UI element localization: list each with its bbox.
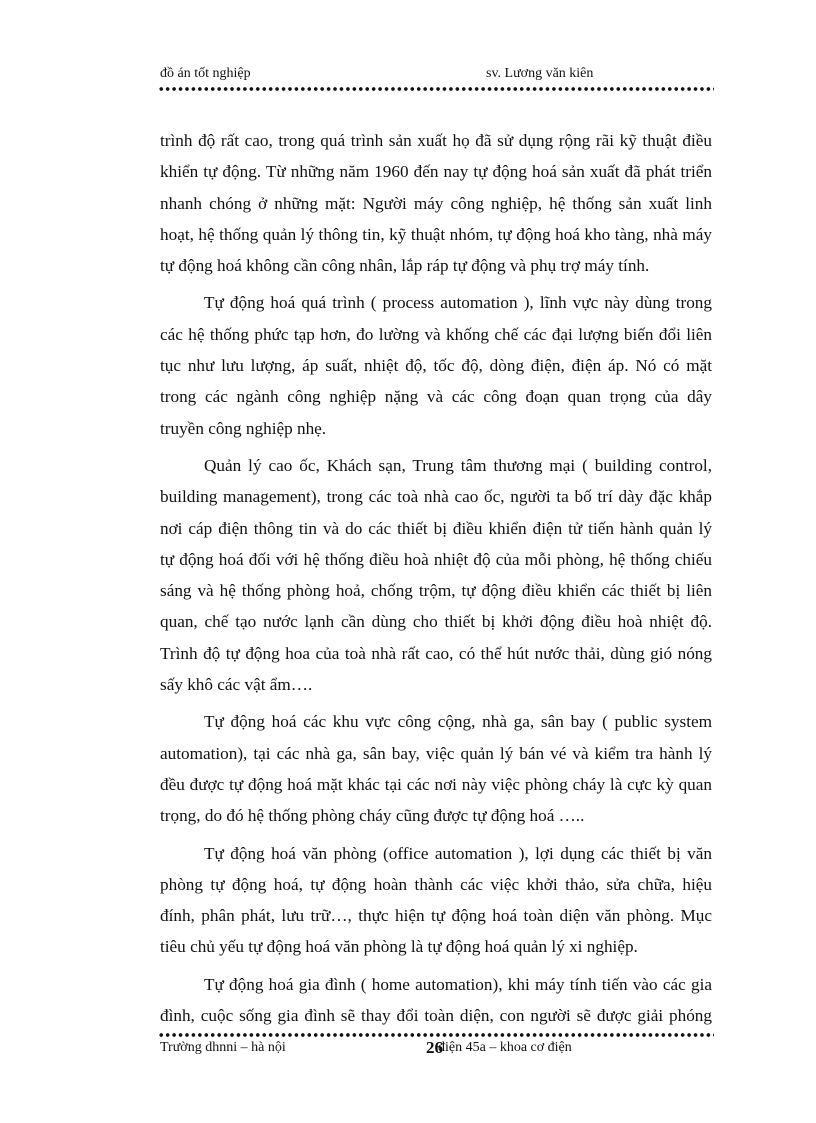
text-line: tiêu chủ yếu tự động hoá văn phòng là tự động hoá quản lý xi nghiệp. (160, 937, 638, 957)
header-right: sv. Lương văn kiên (486, 66, 594, 81)
text-line: sáng và hệ thống phòng hoả, chống trộm, tự động điều khiển các thiết bị liên (160, 581, 712, 601)
paragraph (160, 128, 712, 284)
text-line: nơi cáp điện thông tin và do các thiết bị điều khiển điện tử tiến hành quản lý (160, 518, 712, 538)
text-line: truyền công nghiệp nhẹ. (160, 418, 327, 438)
text-line: đính, phân phát, lưu trữ…, thực hiện tự động hoá toàn diện văn phòng. Mục (160, 906, 712, 926)
text-line: hoạt, hệ thống quản lý thông tin, kỹ thuật nhóm, tự động hoá kho tàng, nhà máy (160, 224, 712, 244)
text-line: tự động hoá đối với hệ thống điều hoà nhiệt độ của mỗi phòng, hệ thống chiếu (160, 549, 712, 569)
text-line: đều được tự động hoá mặt khác tại các nơi này việc phòng cháy là cực kỳ quan (160, 774, 712, 794)
text-line: sấy khô các vật ẩm…. (160, 675, 313, 695)
text-line: automation), tại các nhà ga, sân bay, việc quản lý bán vé và kiểm tra hành lý (160, 743, 712, 763)
text-line: trình độ rất cao, trong quá trình sản xuất họ đã sử dụng rộng rãi kỹ thuật điều (160, 131, 712, 150)
header-left: đồ án tốt nghiệp (160, 66, 251, 81)
text-line: Tự động hoá các khu vực công cộng, nhà ga, sân bay ( public system (204, 712, 712, 732)
text-line: quan, chế tạo nước lạnh cần dùng cho thiết bị khởi động điều hoà nhiệt độ. (160, 612, 712, 632)
footer-left: Trường dhnni – hà nội (160, 1040, 286, 1055)
text-line: các hệ thống phức tạp hơn, đo lường và khống chế các đại lượng biến đổi liên (160, 324, 712, 344)
text-line: Tự động hoá quá trình ( process automation ), lĩnh vực này dùng trong (204, 293, 712, 313)
text-line: Tự động hoá văn phòng (office automation ), lợi dụng các thiết bị văn (204, 843, 712, 863)
text-line: trọng, do đó hệ thống phòng cháy cũng được tự động hoá ….. (160, 806, 585, 826)
text-line: phòng tự động hoá, tự động hoàn thành các việc khởi thảo, sửa chữa, hiệu (160, 874, 712, 894)
paragraph (160, 972, 712, 1035)
text-line: Tự động hoá gia đình ( home automation), khi máy tính tiến vào các gia (204, 974, 712, 994)
footer-right: điện 45a – khoa cơ điện (438, 1040, 572, 1055)
paragraph (160, 453, 712, 703)
paragraph (160, 841, 712, 966)
text-line: Trình độ tự động hoa của toà nhà rất cao, có thể hút nước thải, dùng gió nóng (160, 643, 712, 663)
page-footer (160, 1040, 712, 1056)
text-line: tự động hoá không cần công nhân, lắp ráp tự động và phụ trợ máy tính. (160, 256, 650, 276)
page-number: 26 (426, 1038, 443, 1057)
text-line: khiển tự động. Từ những năm 1960 đến nay tự động hoá sản xuất đã phát triển (160, 162, 712, 182)
text-line: building management), trong các toà nhà cao ốc, người ta bố trí dày đặc khắp (160, 487, 712, 507)
text-line: nhanh chóng ở những mặt: Người máy công nghiệp, hệ thống sản xuất linh (160, 193, 712, 213)
text-line: tục như lưu lượng, áp suất, nhiệt độ, tốc độ, dòng điện, điện áp. Nó có mặt (160, 356, 712, 376)
text-line: đình, cuộc sống gia đình sẽ thay đổi toàn diện, con người sẽ được giải phóng (160, 1006, 712, 1026)
page-header (160, 66, 712, 82)
paragraph (160, 709, 712, 834)
text-line: Quản lý cao ốc, Khách sạn, Trung tâm thương mại ( building control, (204, 455, 712, 475)
document-body (160, 128, 712, 1040)
text-line: trong các ngành công nghiệp nặng và các công đoạn quan trọng của dây (160, 387, 712, 407)
header-dotted-divider (158, 86, 714, 92)
paragraph (160, 290, 712, 446)
